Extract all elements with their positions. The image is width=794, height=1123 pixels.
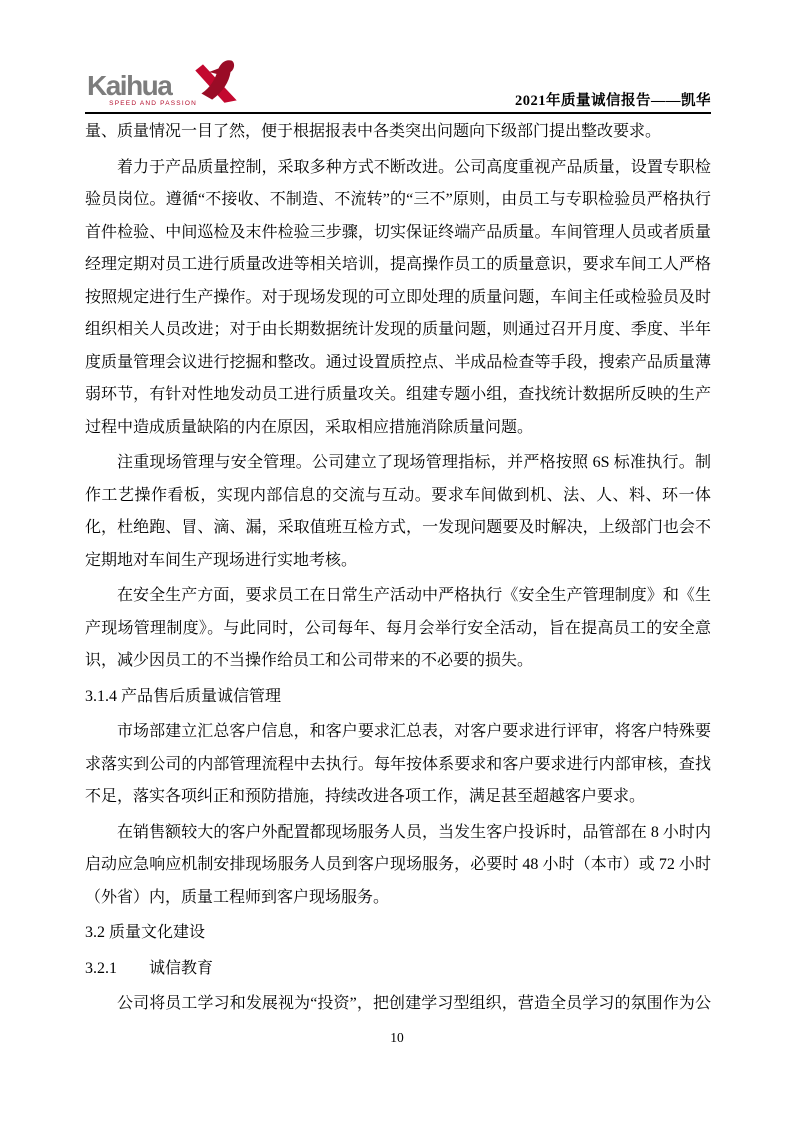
paragraph-continuation: 量、质量情况一目了然，便于根据报表中各类突出问题向下级部门提出整改要求。 (85, 123, 662, 140)
paragraph: 公司将员工学习和发展视为“投资”，把创建学习型组织，营造全员学习的氛围作为公 (117, 995, 711, 1012)
report-header-title: 2021年质量诚信报告——凯华 (515, 93, 711, 109)
paragraph: 着力于产品质量控制，采取多种方式不断改进。公司高度重视产品质量，设置专职检验员岗位。遵循“不接收、不制造、不流转”的“三不”原则，由员工与专职检验员严格执行首件检验、中间巡检及末件检验三步骤，切实保证终端产品质量。车间管理人员或者质量经理定期对员工进行质量改进等相关培训，提高操作员工的质量意识，要求车间工人严格按照规定进行生产操作。对于现场发现的可立即处理的质量问题，车间主任或检验员及时组织相关人员改进；对于由长期数据统计发现的质量问题，则通过召开月度、季度、半年度质量管理会议进行挖掘和整改。通过设置质控点、半成品检查等手段，搜索产品质量薄弱环节，有针对性地发动员工进行质量攻关。组建专题小组，查找统计数据所反映的生产过程中造成质量缺陷的内在原因，采取相应措施消除质量问题。 (85, 158, 711, 436)
hummingbird-logo-icon (193, 59, 239, 105)
paragraph: 在安全生产方面，要求员工在日常生产活动中严格执行《安全生产管理制度》和《生产现场管理制度》。与此同时，公司每年、每月会举行安全活动，旨在提高员工的安全意识，减少因员工的不当操作给员工和公司带来的不必要的损失。 (85, 587, 711, 669)
logo-wordmark: Kaihua (87, 70, 172, 101)
document-body (85, 116, 711, 1021)
page-number: 10 (390, 1030, 404, 1045)
paragraph: 市场部建立汇总客户信息，和客户要求汇总表，对客户要求进行评审，将客户特殊要求落实到公司的内部管理流程中去执行。每年按体系要求和客户要求进行内部审核，查找不足，落实各项纠正和预防措施，持续改进各项工作，满足甚至超越客户要求。 (85, 723, 711, 805)
paragraph: 在销售额较大的客户外配置都现场服务人员，当发生客户投诉时，品管部在 8 小时内启动应急响应机制安排现场服务人员到客户现场服务，必要时 48 小时（本市）或 72 小时（外省）内，质量工程师到客户现场服务。 (85, 823, 711, 906)
page-header (85, 54, 711, 114)
logo-tagline: SPEED AND PASSION (109, 100, 197, 107)
section-heading-3-2: 3.2 质量文化建设 (85, 924, 206, 941)
section-heading-3-2-1: 3.2.1 诚信教育 (85, 959, 214, 977)
company-logo (87, 70, 217, 107)
paragraph: 注重现场管理与安全管理。公司建立了现场管理指标，并严格按照 6S 标准执行。制作工艺操作看板，实现内部信息的交流与互动。要求车间做到机、法、人、料、环一体化，杜绝跑、冒、滴、漏，采取值班互检方式，一发现问题要及时解决，上级部门也会不定期地对车间生产现场进行实地考核。 (85, 454, 711, 569)
section-heading-3-1-4: 3.1.4 产品售后质量诚信管理 (85, 687, 282, 705)
